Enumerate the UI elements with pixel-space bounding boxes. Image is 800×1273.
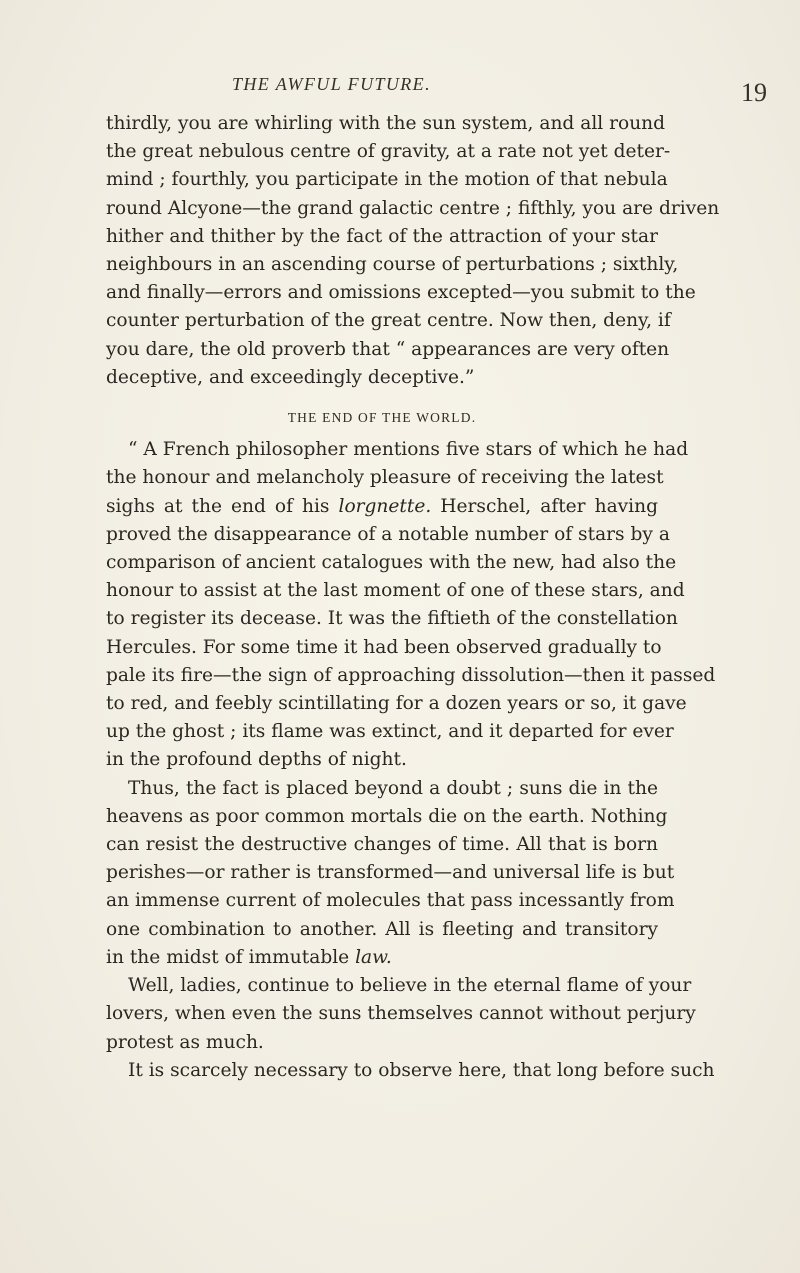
- text-fragment: Herschel, after having: [431, 495, 658, 517]
- text-fragment: sighs at the end of his: [106, 495, 339, 517]
- text-line: counter perturbation of the great centre. Now then, deny, if: [106, 310, 671, 332]
- text-line: perishes—or rather is transformed—and universal life is but: [106, 862, 675, 884]
- text-line: thirdly, you are whirling with the sun system, and all round: [106, 113, 666, 134]
- italic-word: lorgnette.: [338, 495, 432, 517]
- text-line: mind ; fourthly, you participate in the motion of that nebula: [106, 169, 668, 191]
- text-line: Thus, the fact is placed beyond a doubt ; suns die in the: [128, 777, 658, 799]
- text-line: in the profound depths of night.: [106, 749, 407, 771]
- text-line: up the ghost ; its flame was extinct, and it departed for ever: [106, 721, 674, 743]
- text-line: can resist the destructive changes of time. All that is born: [106, 834, 658, 856]
- paragraph-1: [106, 110, 720, 392]
- text-line: [106, 944, 658, 972]
- paragraph-2: [106, 436, 716, 774]
- page-number: 19: [741, 78, 767, 107]
- text-line: heavens as poor common mortals die on the earth. Nothing: [106, 805, 668, 827]
- text-line: protest as much.: [106, 1031, 264, 1053]
- paragraph-5: [106, 1057, 715, 1085]
- body-text: [106, 110, 720, 1085]
- text-line: hither and thither by the fact of the attraction of your star: [106, 225, 658, 247]
- text-line: round Alcyone—the grand galactic centre ; fifthly, you are driven: [106, 197, 720, 219]
- text-line: and finally—errors and omissions excepted—you submit to the: [106, 282, 696, 304]
- text-line: to register its decease. It was the fiftieth of the constellation: [106, 608, 678, 630]
- italic-word: law.: [355, 946, 392, 968]
- text-line: the honour and melancholy pleasure of receiving the latest: [106, 467, 664, 489]
- paragraph-4: [106, 972, 696, 1057]
- text-line: “ A French philosopher mentions five stars of which he had: [128, 439, 689, 461]
- text-line: Hercules. For some time it had been observed gradually to: [106, 636, 662, 658]
- section-heading: THE END OF THE WORLD.: [287, 410, 477, 426]
- text-line: to red, and feebly scintillating for a dozen years or so, it gave: [106, 693, 687, 715]
- text-line: an immense current of molecules that pass incessantly from: [106, 890, 675, 912]
- text-fragment: in the midst of immutable: [106, 946, 356, 968]
- text-line: pale its fire—the sign of approaching dissolution—then it passed: [106, 664, 716, 686]
- text-line: comparison of ancient catalogues with the new, had also the: [106, 552, 677, 574]
- running-head: THE AWFUL FUTURE.: [232, 74, 431, 94]
- text-line: deceptive, and exceedingly deceptive.”: [106, 366, 475, 388]
- paragraph-3: [106, 775, 675, 972]
- text-line: proved the disappearance of a notable number of stars by a: [106, 523, 670, 545]
- text-line: [106, 493, 658, 521]
- text-line: you dare, the old proverb that “ appearances are very often: [106, 338, 670, 360]
- text-line: one combination to another. All is fleeting and transitory: [106, 918, 658, 940]
- text-line: lovers, when even the suns themselves cannot without perjury: [106, 1003, 696, 1025]
- text-line: neighbours in an ascending course of perturbations ; sixthly,: [106, 254, 679, 276]
- text-line: honour to assist at the last moment of one of these stars, and: [106, 580, 685, 602]
- text-line: It is scarcely necessary to observe here, that long before such: [128, 1059, 715, 1081]
- text-line: the great nebulous centre of gravity, at a rate not yet deter-: [106, 141, 671, 163]
- text-line: Well, ladies, continue to believe in the eternal flame of your: [128, 975, 692, 997]
